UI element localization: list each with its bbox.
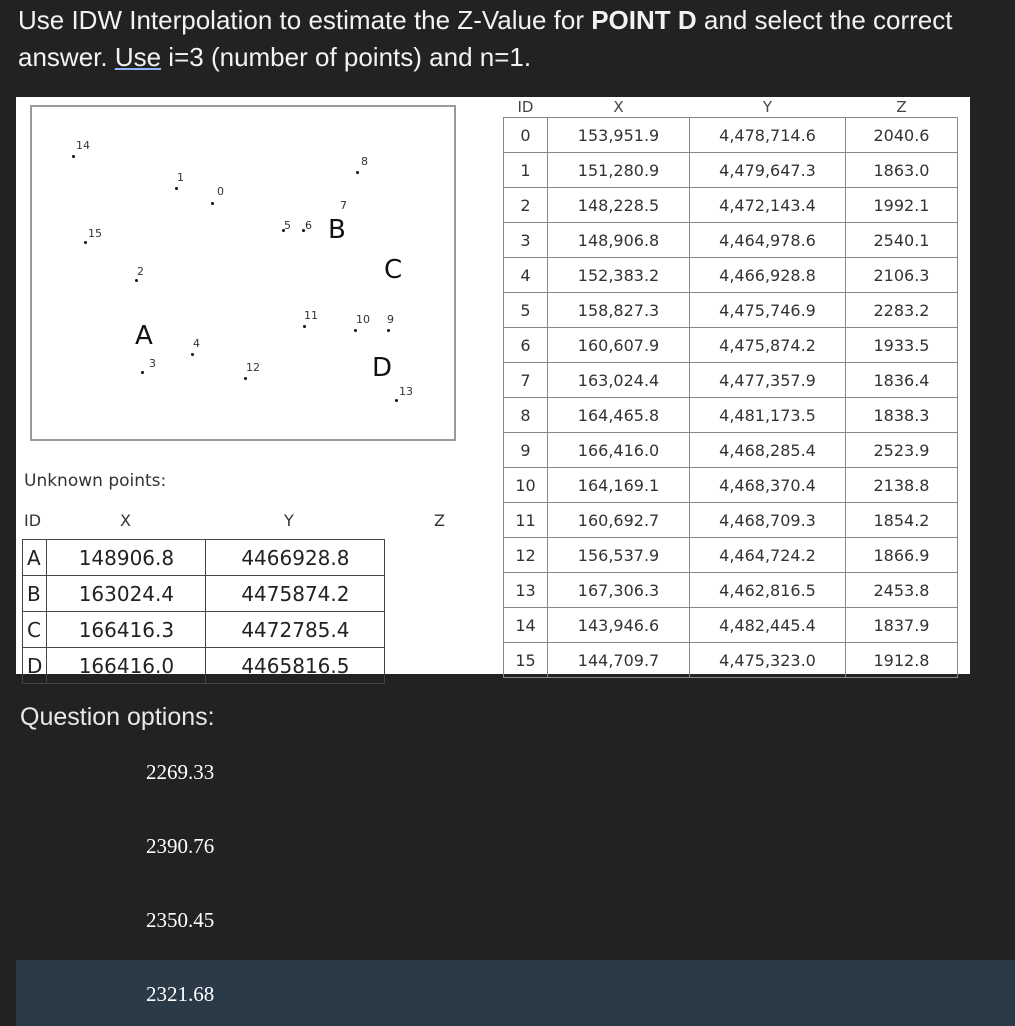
cell-id: 8 [504, 398, 548, 433]
cell-z: 2523.9 [846, 433, 958, 468]
cell-id: 4 [504, 258, 548, 293]
table-row [504, 608, 958, 643]
option-3[interactable]: 2350.45 [146, 908, 215, 932]
cell-y: 4,477,357.9 [690, 363, 846, 398]
cell-z: 2138.8 [846, 468, 958, 503]
table-row [504, 433, 958, 468]
cell-id: 3 [504, 223, 548, 258]
cell-y: 4,475,874.2 [690, 328, 846, 363]
point-d-bold: POINT D [591, 5, 697, 35]
map-point-10: 10 [356, 313, 370, 326]
cell-id: 0 [504, 118, 548, 153]
cell-id: 13 [504, 573, 548, 608]
cell-x: 158,827.3 [548, 293, 690, 328]
map-point-9: 9 [387, 313, 394, 326]
question-figure: 14 1 0 8 5 6 7 B 15 C 2 11 10 9 A 4 3 12 D 13 Unknown points: ID X Y Z A 148906.8 4466928.8 B 163024.4 4475874.2 C 166416.3 4472785.4 D 166416.0 4465816.5 ID X Y Z 0 153,951.9 4,478,714.6 2040.6 1 151,280.9 4,479,647.3 1863.0 2 148,228.5 4,472,143.4 1992.1 3 148,906.8 4,464,978.6 2540.1 4 152,383.2 4,466,928.8 2106.3 5 158,827.3 4,475,746.9 2283.2 6 160,607.9 4,475,874.2 1933.5 7 163,024.4 4,477,357.9 1836.4 8 164,465.8 4,481,173.5 1838.3 9 166,416.0 4,468,285.4 2523.9 10 164,169.1 4,468,370.4 2138.8 11 160,692.7 4,468,709.3 1854.2 12 156,537.9 4,464,724.2 1866.9 13 167,306.3 4,462,816.5 2453.8 14 143,946.6 4,482,445.4 1837.9 15 144,709.7 4,475,323.0 1912.8 [16, 97, 970, 674]
cell-id: 1 [504, 153, 548, 188]
map-point-5: 5 [284, 219, 291, 232]
option-4[interactable]: 2321.68 [16, 960, 1015, 1026]
map-point-3: 3 [149, 357, 156, 370]
cell-z: 1866.9 [846, 538, 958, 573]
table-row: A 148906.8 4466928.8 [23, 540, 385, 576]
cell-z: 1854.2 [846, 503, 958, 538]
cell-y: 4,468,709.3 [690, 503, 846, 538]
map-point-1: 1 [177, 171, 184, 184]
map-label-c: C [384, 255, 403, 285]
cell-z: 2106.3 [846, 258, 958, 293]
table-row: D 166416.0 4465816.5 [23, 648, 385, 684]
cell-y: 4,468,370.4 [690, 468, 846, 503]
cell-y: 4,462,816.5 [690, 573, 846, 608]
map-point-2: 2 [137, 265, 144, 278]
cell-x: 148,228.5 [548, 188, 690, 223]
table-header-row: ID X Y Z [517, 98, 907, 116]
map-point-6: 6 [305, 219, 312, 232]
cell-x: 143,946.6 [548, 608, 690, 643]
cell-x: 156,537.9 [548, 538, 690, 573]
table-row [504, 188, 958, 223]
cell-id: 12 [504, 538, 548, 573]
cell-x: 148,906.8 [548, 223, 690, 258]
map-label-d: D [372, 353, 393, 383]
map-label-a: A [135, 321, 153, 351]
cell-z: 1838.3 [846, 398, 958, 433]
table-row [504, 258, 958, 293]
cell-z: 1992.1 [846, 188, 958, 223]
map-point-13: 13 [399, 385, 413, 398]
cell-id: 15 [504, 643, 548, 678]
table-row [504, 538, 958, 573]
table-row [504, 398, 958, 433]
map-point-8: 8 [361, 155, 368, 168]
cell-x: 160,692.7 [548, 503, 690, 538]
cell-y: 4,464,724.2 [690, 538, 846, 573]
map-point-0: 0 [217, 185, 224, 198]
cell-id: 6 [504, 328, 548, 363]
cell-z: 2453.8 [846, 573, 958, 608]
question-options-title: Question options: [20, 703, 215, 731]
map-point-15: 15 [88, 227, 102, 240]
cell-id: 10 [504, 468, 548, 503]
cell-id: 11 [504, 503, 548, 538]
cell-z: 1837.9 [846, 608, 958, 643]
cell-y: 4,466,928.8 [690, 258, 846, 293]
cell-y: 4,472,143.4 [690, 188, 846, 223]
cell-y: 4,475,746.9 [690, 293, 846, 328]
map-point-4: 4 [193, 337, 200, 350]
table-row [504, 223, 958, 258]
table-row [504, 328, 958, 363]
option-1[interactable]: 2269.33 [146, 760, 215, 784]
cell-y: 4,464,978.6 [690, 223, 846, 258]
table-row [504, 153, 958, 188]
cell-x: 167,306.3 [548, 573, 690, 608]
map-point-12: 12 [246, 361, 260, 374]
table-row [504, 118, 958, 153]
cell-x: 164,169.1 [548, 468, 690, 503]
map-point-11: 11 [304, 309, 318, 322]
cell-z: 1863.0 [846, 153, 958, 188]
table-row [504, 643, 958, 678]
cell-y: 4,478,714.6 [690, 118, 846, 153]
cell-y: 4,468,285.4 [690, 433, 846, 468]
cell-x: 163,024.4 [548, 363, 690, 398]
cell-z: 2540.1 [846, 223, 958, 258]
cell-id: 7 [504, 363, 548, 398]
cell-z: 1912.8 [846, 643, 958, 678]
table-row [504, 363, 958, 398]
cell-x: 164,465.8 [548, 398, 690, 433]
table-row [504, 293, 958, 328]
map-label-b: B [328, 215, 346, 245]
table-row: C 166416.3 4472785.4 [23, 612, 385, 648]
cell-z: 1836.4 [846, 363, 958, 398]
option-2[interactable]: 2390.76 [146, 834, 215, 858]
cell-y: 4,479,647.3 [690, 153, 846, 188]
point-map [30, 105, 456, 441]
cell-x: 151,280.9 [548, 153, 690, 188]
map-point-7: 7 [340, 199, 347, 212]
table-row [504, 573, 958, 608]
cell-x: 153,951.9 [548, 118, 690, 153]
cell-y: 4,475,323.0 [690, 643, 846, 678]
unknown-points-table [22, 539, 385, 684]
cell-x: 166,416.0 [548, 433, 690, 468]
question-text: Use IDW Interpolation to estimate the Z-Value for POINT D and select the correct answer. Use i=3 (number of points) and n=1. [18, 5, 953, 72]
use-word: Use [114, 42, 162, 72]
known-points-table [503, 97, 958, 678]
cell-z: 2040.6 [846, 118, 958, 153]
cell-z: 2283.2 [846, 293, 958, 328]
table-row [504, 468, 958, 503]
cell-z: 1933.5 [846, 328, 958, 363]
cell-x: 152,383.2 [548, 258, 690, 293]
cell-y: 4,481,173.5 [690, 398, 846, 433]
table-row: B 163024.4 4475874.2 [23, 576, 385, 612]
map-point-14: 14 [76, 139, 90, 152]
table-row [504, 503, 958, 538]
cell-y: 4,482,445.4 [690, 608, 846, 643]
cell-id: 5 [504, 293, 548, 328]
cell-id: 14 [504, 608, 548, 643]
unknown-points-title: Unknown points: [24, 471, 167, 491]
cell-id: 2 [504, 188, 548, 223]
cell-id: 9 [504, 433, 548, 468]
cell-x: 160,607.9 [548, 328, 690, 363]
cell-x: 144,709.7 [548, 643, 690, 678]
